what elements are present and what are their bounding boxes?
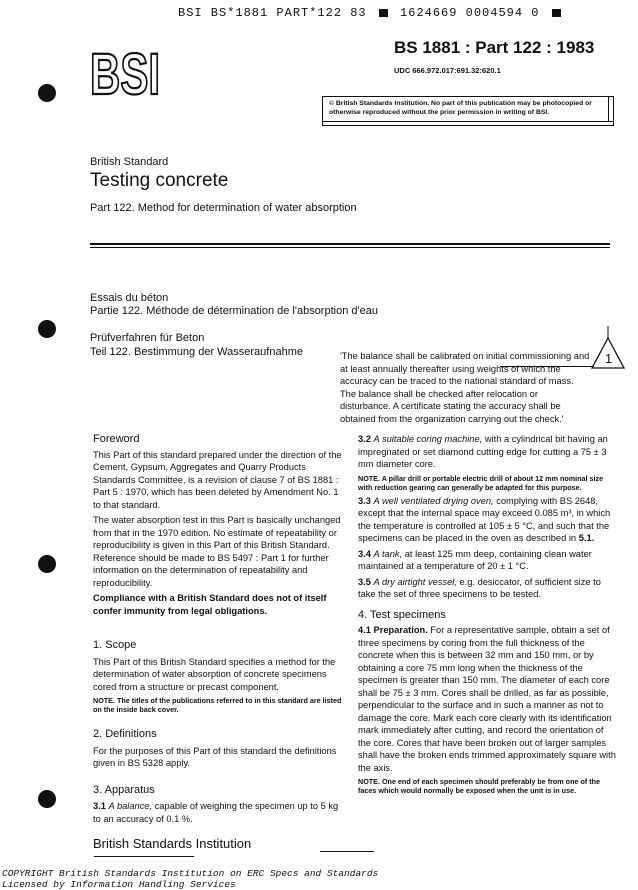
german-part-title: Teil 122. Bestimmung der Wasseraufnahme: [90, 346, 303, 358]
definitions-text: For the purposes of this Part of this standard the definitions given in BS 5328 apply.: [93, 745, 337, 768]
clause-name: A tank,: [373, 548, 403, 559]
french-part-title: Partie 122. Méthode de détermination de l'absorption d'eau: [90, 305, 378, 317]
amendment-number: 1: [605, 351, 613, 366]
punch-hole: [38, 555, 56, 573]
clause-text: capable of weighing the specimen up to 5 kg to an accuracy of 0.1 %.: [93, 801, 339, 824]
clause-text: e.g. desiccator, of sufficient size to take the set of three specimens to be tested.: [358, 576, 601, 599]
clause-name: A well ventilated drying oven,: [373, 495, 494, 506]
foreword-heading: Foreword: [93, 433, 140, 445]
clause-4-1-note: NOTE. One end of each specimen should preferably be from one of the faces which would normally be exposed when the unit is in use.: [358, 777, 601, 795]
definitions-heading: 2. Definitions: [93, 728, 157, 740]
title-divider: [90, 243, 610, 245]
header-code-part2: 1624669 0004594 0: [400, 6, 540, 20]
german-title: Prüfverfahren für Beton: [90, 332, 205, 344]
header-code-part1: BSI BS*1881 PART*122 83: [178, 6, 367, 20]
amendment-underline: [500, 366, 594, 367]
clause-name: A balance,: [108, 801, 153, 811]
header-mark: [379, 9, 388, 17]
clause-3-1: [93, 800, 343, 825]
title-divider: [90, 247, 610, 248]
clause-3-2-note: NOTE. A pillar drill or portable electric drill of about 12 mm nominal size with reduction gearing can generally be adapted for this purpose.: [358, 473, 604, 492]
header-mark: [552, 9, 561, 17]
footer-rule: [320, 851, 374, 852]
scope-text: This Part of this British Standard specifies a method for the determination of water absorption of concrete specimens cored from a structure or precast component.: [93, 656, 336, 692]
scope-note: NOTE. The titles of the publications referred to in this standard are listed on the inside back cover.: [93, 696, 342, 714]
clause-3-5: [358, 576, 616, 601]
document-type-label: British Standard: [90, 156, 169, 168]
copyright-notice: © British Standards Institution. No part of this publication may be photocopied or otherwise reproduced without the prior permission in writing of BSI.: [322, 96, 614, 126]
bsi-logo: [90, 40, 160, 107]
clause-number: 3.5: [358, 576, 371, 587]
publisher-name: British Standards Institution: [93, 836, 252, 851]
french-title: Essais du béton: [90, 292, 169, 304]
left-column: [93, 433, 343, 828]
document-title: Testing concrete: [90, 170, 229, 191]
specimens-heading: 4. Test specimens: [358, 608, 446, 621]
clause-text: at least 125 mm deep, containing clean water maintained at a temperature of 20 ± 1 °C.: [358, 548, 592, 571]
clause-text: For a representative sample, obtain a set of three specimens by coring from the full thickness of the concrete when this is between 32 mm and 150 mm, or by obtaining a core 75 mm long when the thickness of the specimen is greater than 150 mm. The diameter of each core shall be 75 ± 3 mm. Cores shall be drilled, as far as possible, perpendicular to the surface and in such a manner as not to damage the core. Mark each core clearly with its identification mark immediately after cutting, and record the orientation of the core. Cores that have been broken out of larger samples shall have the broken ends trimmed approximately square with the axis.: [358, 625, 616, 773]
document-part-title: Part 122. Method for determination of water absorption: [90, 202, 357, 214]
clause-number: 3.4: [358, 548, 371, 559]
scope-heading: 1. Scope: [93, 639, 137, 651]
amendment-triangle-icon: [590, 336, 626, 370]
punch-hole: [38, 320, 56, 338]
clause-number: 3.1: [93, 801, 106, 811]
clause-3-4: [358, 548, 616, 573]
clause-name: A dry airtight vessel,: [373, 576, 457, 587]
copyright-shadow-rule: [322, 121, 614, 122]
foreword-paragraph-2: The water absorption test in this Part is basically unchanged from that in the 1970 edition. No estimate of repeatability or reproducibility is given in this Part of this British Standard. Reference should be made to BS 5497 : Part 1 for further information on the determination of repeatability and reproducibility.: [93, 515, 341, 588]
clause-text: with a cylindrical bit having an impregnated or set diamond cutting edge for cutting a 75 ± 3 mm diameter core.: [358, 434, 608, 469]
right-column: [358, 433, 616, 798]
clause-name: Preparation.: [373, 625, 428, 635]
clause-4-1: [358, 624, 616, 774]
compliance-statement: Compliance with a British Standard does not of itself confer immunity from legal obligations.: [93, 593, 327, 616]
copyright-shadow-rule: [608, 96, 609, 122]
standard-number: BS 1881 : Part 122 : 1983: [394, 38, 595, 57]
clause-name: A suitable coring machine,: [373, 434, 483, 444]
apparatus-heading: 3. Apparatus: [93, 783, 155, 796]
clause-number: 3.3: [358, 495, 371, 506]
license-footer-line: Licensed by Information Handling Services: [2, 879, 236, 890]
punch-hole: [38, 790, 56, 808]
header-code: [178, 6, 565, 20]
bsi-logo-text: BSI: [90, 42, 160, 107]
amendment-text: 'The balance shall be calibrated on initial commissioning and at least annually thereafter using weights of which the accuracy can be traced to the national standard of mass. The balance shall be checked after relocation or disturbance. A certificate stating the accuracy shall be obtained from the organization carrying out the check.': [340, 351, 590, 424]
foreword-paragraph-1: This Part of this standard prepared under the direction of the Cement, Gypsum, Aggregates and Quarry Products Standards Committee, is a revision of clause 7 of BS 1881 : Part 5 : 1970, which has been deleted by Amendment No. 1 to that standard.: [93, 449, 342, 510]
copyright-footer-line: COPYRIGHT British Standards Institution on ERC Specs and Standards: [2, 868, 379, 879]
clause-reference: 5.1.: [578, 533, 595, 543]
clause-number: 3.2: [358, 434, 371, 444]
clause-3-2: [358, 433, 616, 471]
clause-text: complying with BS 2648, except that the internal space may exceed 0.085 m³, in which the temperature is controlled at 105 ± 5 °C, and such that the specimens can be placed in the oven as described in: [358, 495, 611, 543]
footer-rule: [94, 856, 194, 857]
punch-hole: [38, 84, 56, 102]
udc-code: UDC 666.972.017:691.32:620.1: [394, 66, 501, 75]
clause-3-3: [358, 495, 616, 545]
clause-number: 4.1: [358, 625, 371, 635]
